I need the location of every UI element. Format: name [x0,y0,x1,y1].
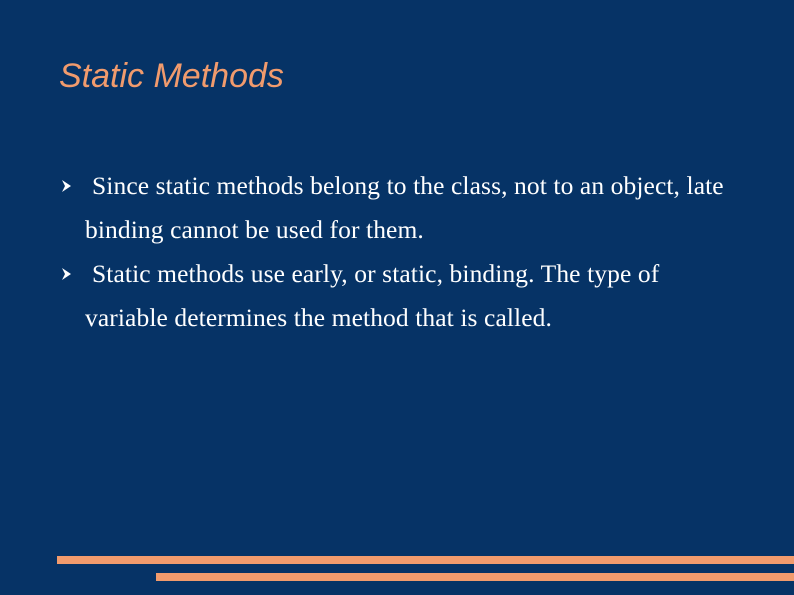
accent-bar-bottom [156,573,794,581]
arrowhead-bullet-icon [62,180,71,192]
bullet-item [0,164,735,252]
bullet-list [0,164,794,340]
bullet-item [0,252,735,340]
bullet-text: Static methods use early, or static, binding. The type of variable determines the method that is called. [85,259,660,332]
bullet-text: Since static methods belong to the class, not to an object, late binding cannot be used for them. [85,171,724,244]
slide-title: Static Methods [59,57,284,95]
arrowhead-bullet-icon [62,268,71,280]
accent-bar-top [57,556,794,564]
